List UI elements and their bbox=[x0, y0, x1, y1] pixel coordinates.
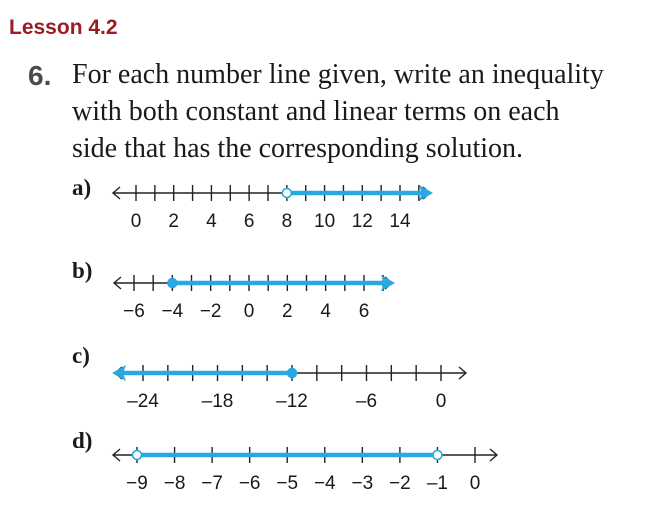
tick-label: −4 bbox=[161, 301, 184, 322]
part-b-label: b) bbox=[72, 258, 93, 283]
tick-label: –6 bbox=[355, 391, 378, 412]
tick-label: 0 bbox=[130, 211, 142, 232]
open-endpoint bbox=[282, 189, 291, 198]
tick-label: 4 bbox=[320, 301, 331, 322]
number-line-a bbox=[0, 176, 647, 236]
tick-label: −7 bbox=[201, 473, 223, 494]
closed-endpoint bbox=[168, 279, 177, 288]
question-text-line-2: with both constant and linear terms on each bbox=[72, 96, 560, 127]
tick-label: 6 bbox=[358, 301, 370, 322]
tick-label: −2 bbox=[389, 473, 411, 494]
tick-label: –1 bbox=[426, 473, 449, 494]
tick-label: −5 bbox=[276, 473, 299, 494]
number-line-b bbox=[0, 266, 647, 326]
tick-label: 2 bbox=[168, 211, 180, 232]
tick-label: −2 bbox=[199, 301, 222, 322]
tick-label: 12 bbox=[351, 211, 373, 232]
number-line-c bbox=[0, 356, 647, 416]
tick-label: –18 bbox=[201, 391, 234, 412]
question-text-line-1: For each number line given, write an inequality bbox=[72, 59, 604, 90]
tick-label: 0 bbox=[469, 473, 481, 494]
tick-label: −6 bbox=[238, 473, 261, 494]
tick-label: 6 bbox=[243, 211, 255, 232]
tick-label: 4 bbox=[206, 211, 217, 232]
tick-label: 2 bbox=[282, 301, 293, 322]
tick-label: −9 bbox=[126, 473, 148, 494]
tick-label: 10 bbox=[314, 211, 336, 232]
part-a-label: a) bbox=[72, 175, 92, 200]
closed-endpoint bbox=[288, 369, 297, 378]
tick-label: –24 bbox=[127, 391, 159, 412]
part-c-label: c) bbox=[72, 343, 90, 368]
tick-label: −6 bbox=[123, 301, 145, 322]
lesson-heading: Lesson 4.2 bbox=[9, 16, 118, 39]
tick-label: 8 bbox=[281, 211, 293, 232]
tick-label: −4 bbox=[313, 473, 336, 494]
part-d-label: d) bbox=[72, 428, 93, 453]
tick-label: 0 bbox=[243, 301, 255, 322]
question-text-line-3: side that has the corresponding solution. bbox=[72, 133, 524, 164]
number-line-d bbox=[0, 438, 647, 498]
question-number: 6. bbox=[28, 60, 52, 91]
open-endpoint bbox=[433, 451, 442, 460]
tick-label: –12 bbox=[276, 391, 308, 412]
tick-label: −3 bbox=[351, 473, 374, 494]
tick-label: −8 bbox=[163, 473, 186, 494]
open-endpoint bbox=[133, 451, 142, 460]
tick-label: 14 bbox=[389, 211, 411, 232]
tick-label: 0 bbox=[435, 391, 447, 412]
